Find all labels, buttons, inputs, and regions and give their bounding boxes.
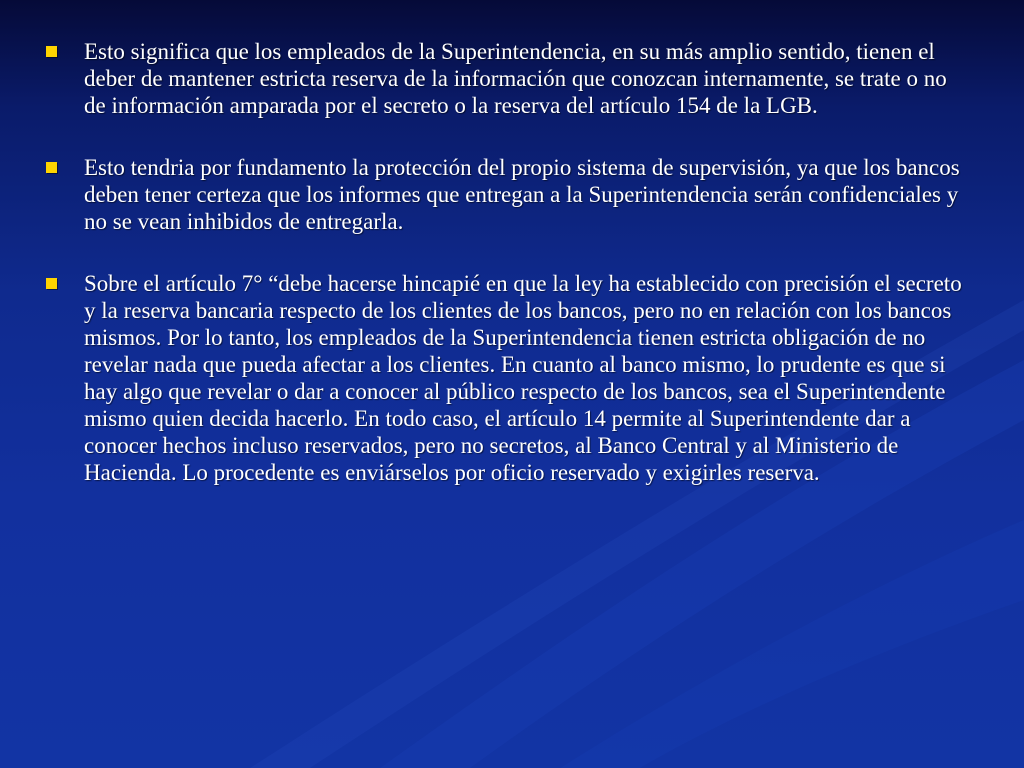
slide-body <box>44 38 974 521</box>
bullet-text-2: Esto tendria por fundamento la protección del propio sistema de supervisión, ya que los bancos deben tener certeza que los informes que entregan a la Superintendencia serán confidenciales y no se vean inhibidos de entregarla. <box>84 155 960 234</box>
bullet-list <box>44 38 974 486</box>
bullet-item-3 <box>44 270 974 486</box>
bullet-item-1 <box>44 38 974 119</box>
bullet-item-2 <box>44 154 974 235</box>
square-bullet-icon <box>46 278 57 289</box>
bullet-text-1: Esto significa que los empleados de la Superintendencia, en su más amplio sentido, tienen el deber de mantener estricta reserva de la información que conozcan internamente, se trate o no de información amparada por el secreto o la reserva del artículo 154 de la LGB. <box>84 39 947 118</box>
bullet-text-3: Sobre el artículo 7° “debe hacerse hincapié en que la ley ha establecido con precisión el secreto y la reserva bancaria respecto de los clientes de los bancos, pero no en relación con los bancos mismos. Por lo tanto, los empleados de la Superintendencia tienen estricta obligación de no revelar nada que pueda afectar a los clientes. En cuanto al banco mismo, lo prudente es que si hay algo que revelar o dar a conocer al público respecto de los bancos, sea el Superintendente mismo quien decida hacerlo. En todo caso, el artículo 14 permite al Superintendente dar a conocer hechos incluso reservados, pero no secretos, al Banco Central y al Ministerio de Hacienda. Lo procedente es enviárselos por oficio reservado y exigirles reserva. <box>84 271 962 485</box>
square-bullet-icon <box>46 46 57 57</box>
square-bullet-icon <box>46 162 57 173</box>
